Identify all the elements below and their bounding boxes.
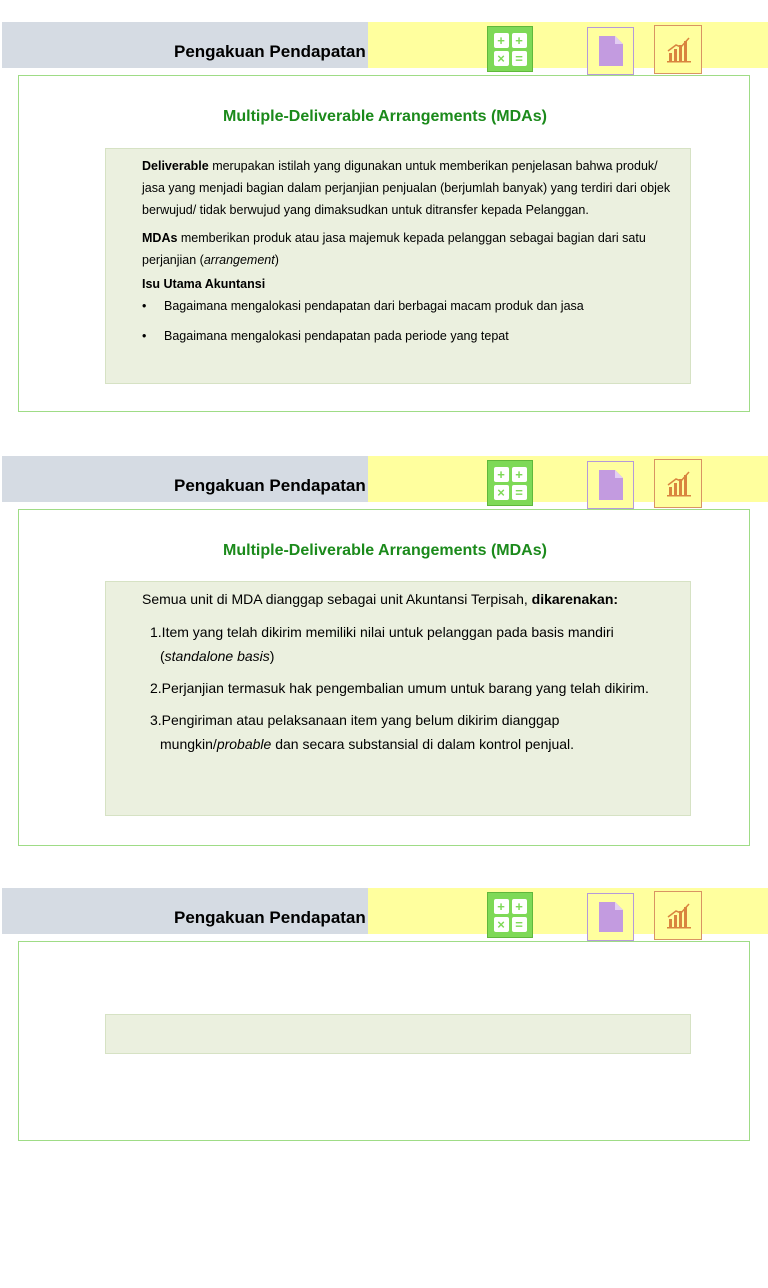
- item1-text: 1.Item yang telah dikirim memiliki nilai untuk pelanggan pada basis mandiri (: [150, 624, 614, 664]
- page-title: Pengakuan Pendapatan: [174, 476, 366, 495]
- item3-end: dan secara substansial di dalam kontrol penjual.: [271, 736, 575, 752]
- intro-bold: dikarenakan:: [531, 591, 619, 607]
- calc-times: ×: [494, 485, 509, 500]
- item3-italic: probable: [216, 736, 272, 752]
- calc-plus: +: [512, 899, 527, 914]
- paragraph-mdas: [142, 227, 674, 271]
- slide-3: [0, 888, 768, 1288]
- calc-equals: =: [512, 51, 527, 66]
- list-item: [142, 620, 674, 668]
- bar-chart-icon[interactable]: [654, 25, 702, 74]
- mdas-text: memberikan produk atau jasa majemuk kepada pelanggan sebagai bagian dari satu perjanjian (: [142, 231, 646, 267]
- mdas-text-end: ): [274, 253, 279, 267]
- term-deliverable: Deliverable: [142, 159, 209, 173]
- document-icon[interactable]: [587, 27, 634, 75]
- intro-text: Semua unit di MDA dianggap sebagai unit Akuntansi Terpisah,: [142, 591, 532, 607]
- header-bar-accent: [368, 888, 768, 934]
- calc-equals: =: [512, 485, 527, 500]
- term-arrangement: arrangement: [203, 253, 275, 267]
- calc-equals: =: [512, 917, 527, 932]
- calc-times: ×: [494, 51, 509, 66]
- calculator-icon[interactable]: [487, 26, 533, 72]
- calc-plus: +: [512, 467, 527, 482]
- content-box: [105, 1014, 691, 1054]
- content-box: [105, 148, 691, 384]
- numbered-list: [142, 620, 674, 756]
- isu-title: Isu Utama Akuntansi: [142, 277, 266, 291]
- bar-chart-icon[interactable]: [654, 459, 702, 508]
- list-item: • Bagaimana mengalokasi pendapatan dari berbagai macam produk dan jasa: [142, 295, 674, 317]
- list-item: [142, 708, 674, 756]
- page-title: Pengakuan Pendapatan: [174, 908, 366, 927]
- bar-chart-icon[interactable]: [654, 891, 702, 940]
- calc-times: ×: [494, 917, 509, 932]
- header-bar-accent: [368, 456, 768, 502]
- calc-plus: +: [494, 467, 509, 482]
- section-subtitle: Multiple-Deliverable Arrangements (MDAs): [223, 108, 547, 125]
- paragraph-deliverable: [142, 155, 674, 221]
- calc-plus: +: [512, 33, 527, 48]
- document-icon[interactable]: [587, 461, 634, 509]
- calculator-icon[interactable]: [487, 460, 533, 506]
- item1-end: ): [269, 648, 275, 664]
- bullet-list: [142, 295, 674, 347]
- item1-italic: standalone basis: [164, 648, 270, 664]
- calc-plus: +: [494, 899, 509, 914]
- slide-2: [0, 456, 768, 856]
- calculator-icon[interactable]: [487, 892, 533, 938]
- list-item: • Bagaimana mengalokasi pendapatan pada periode yang tepat: [142, 325, 674, 347]
- page-title: Pengakuan Pendapatan: [174, 42, 366, 61]
- section-subtitle: Multiple-Deliverable Arrangements (MDAs): [223, 542, 547, 559]
- intro-paragraph: [142, 588, 674, 610]
- deliverable-text: merupakan istilah yang digunakan untuk memberikan penjelasan bahwa produk/ jasa yang menjadi bagian dalam perjanjian penjualan (berjumlah banyak) yang terdiri dari objek berwujud/ tidak berwujud yang dimaksudkan untuk ditransfer kepada Pelanggan.: [142, 159, 671, 217]
- list-item: 2.Perjanjian termasuk hak pengembalian umum untuk barang yang telah dikirim.: [150, 680, 649, 696]
- term-mdas: MDAs: [142, 231, 178, 245]
- content-box: [105, 581, 691, 816]
- header-bar-accent: [368, 22, 768, 68]
- slide-1: [0, 22, 768, 422]
- calc-plus: +: [494, 33, 509, 48]
- document-icon[interactable]: [587, 893, 634, 941]
- item3-text: 3.Pengiriman atau pelaksanaan item yang belum dikirim dianggap mungkin/: [150, 712, 560, 752]
